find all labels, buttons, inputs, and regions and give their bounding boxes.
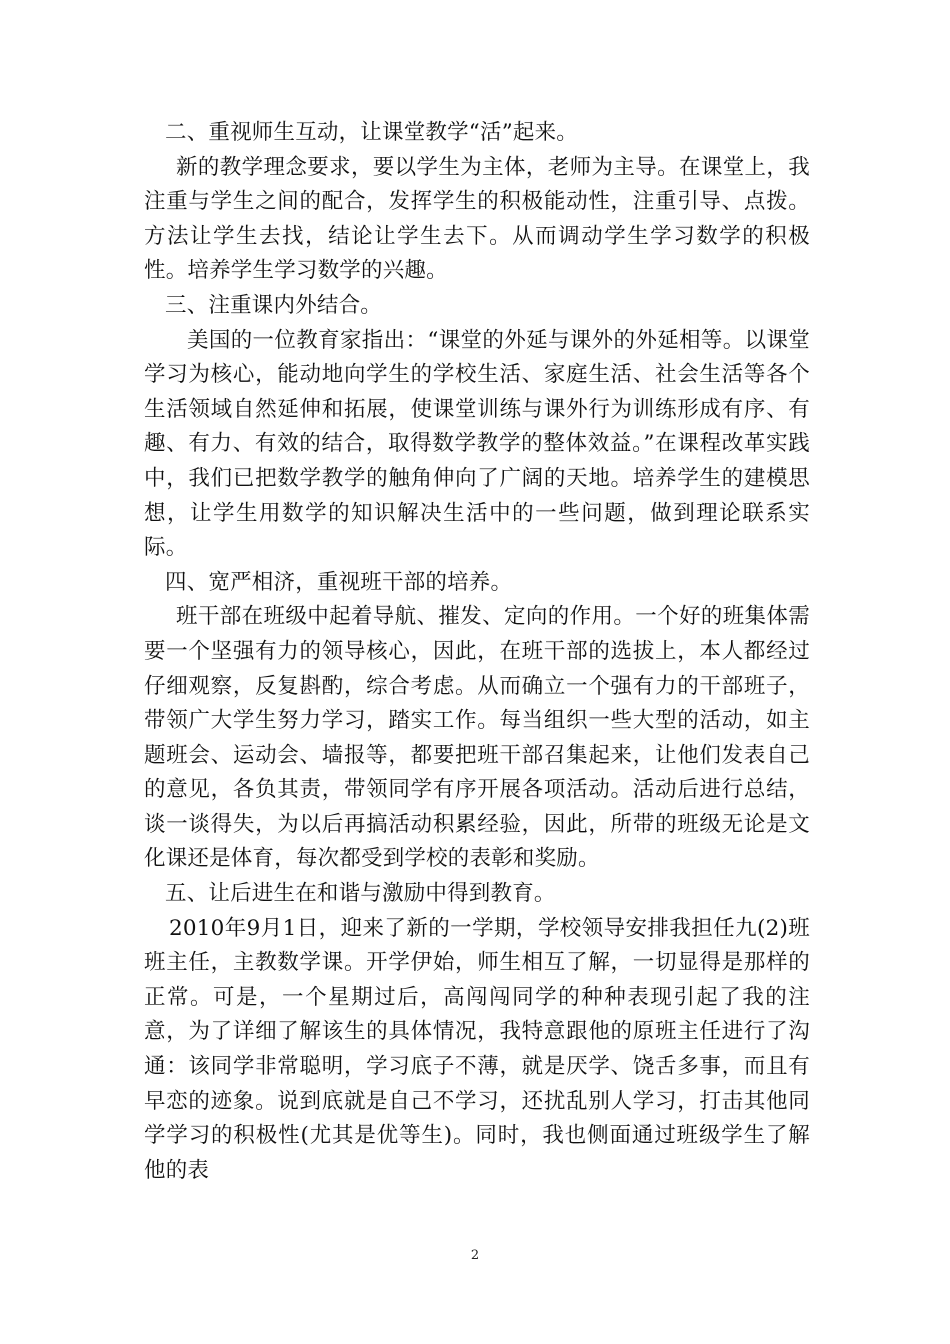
document-body: [144, 116, 810, 1188]
section-heading-2: 二、重视师生互动，让课堂教学“活”起来。: [165, 120, 578, 145]
paragraph-inside-outside-class: 美国的一位教育家指出：“课堂的外延与课外的外延相等。以课堂学习为核心，能动地向学生的学校生活、家庭生活、社会生活等各个生活领域自然延伸和拓展，使课堂训练与课外行为训练形成有序、有趣、有力、有效的结合，取得数学教学的整体效益。”在课程改革实践中，我们已把数学教学的触角伸向了广阔的天地。培养学生的建模思想，让学生用数学的知识解决生活中的一些问题，做到理论联系实际。: [144, 327, 810, 561]
section-heading-5: 五、让后进生在和谐与激励中得到教育。: [165, 881, 556, 907]
paragraph-teacher-student-interaction: 新的教学理念要求，要以学生为主体，老师为主导。在课堂上，我注重与学生之间的配合，发挥学生的积极能动性，注重引导、点拨。方法让学生去找，结论让学生去下。从而调动学生学习数学的积极性。培养学生学习数学的兴趣。: [144, 154, 810, 284]
section-heading-3: 三、注重课内外结合。: [165, 292, 383, 318]
page-number: 2: [470, 1248, 480, 1263]
paragraph-class-cadres: 班干部在班级中起着导航、摧发、定向的作用。一个好的班集体需要一个坚强有力的领导核心，因此，在班干部的选拔上，本人都经过仔细观察，反复斟酌，综合考虑。从而确立一个强有力的干部班子，带领广大学生努力学习，踏实工作。每当组织一些大型的活动，如主题班会、运动会、墙报等，都要把班干部召集起来，让他们发表自己的意见，各负其责，带领同学有序开展各项活动。活动后进行总结，谈一谈得失，为以后再搞活动积累经验，因此，所带的班级无论是文化课还是体育，每次都受到学校的表彰和奖励。: [144, 604, 810, 872]
paragraph-underachievers: 2010年9月1日，迎来了新的一学期，学校领导安排我担任九(2)班班主任，主教数学课。开学伊始，师生相互了解，一切显得是那样的正常。可是，一个星期过后，高闯闯同学的种种表现引起了我的注意，为了详细了解该生的具体情况，我特意跟他的原班主任进行了沟通：该同学非常聪明，学习底子不薄，就是厌学、饶舌多事，而且有早恋的迹象。说到底就是自己不学习，还扰乱别人学习，打击其他同学学习的积极性(尤其是优等生)。同时，我也侧面通过班级学生了解他的表: [144, 915, 810, 1183]
section-heading-4: 四、宽严相济，重视班干部的培养。: [165, 569, 513, 595]
